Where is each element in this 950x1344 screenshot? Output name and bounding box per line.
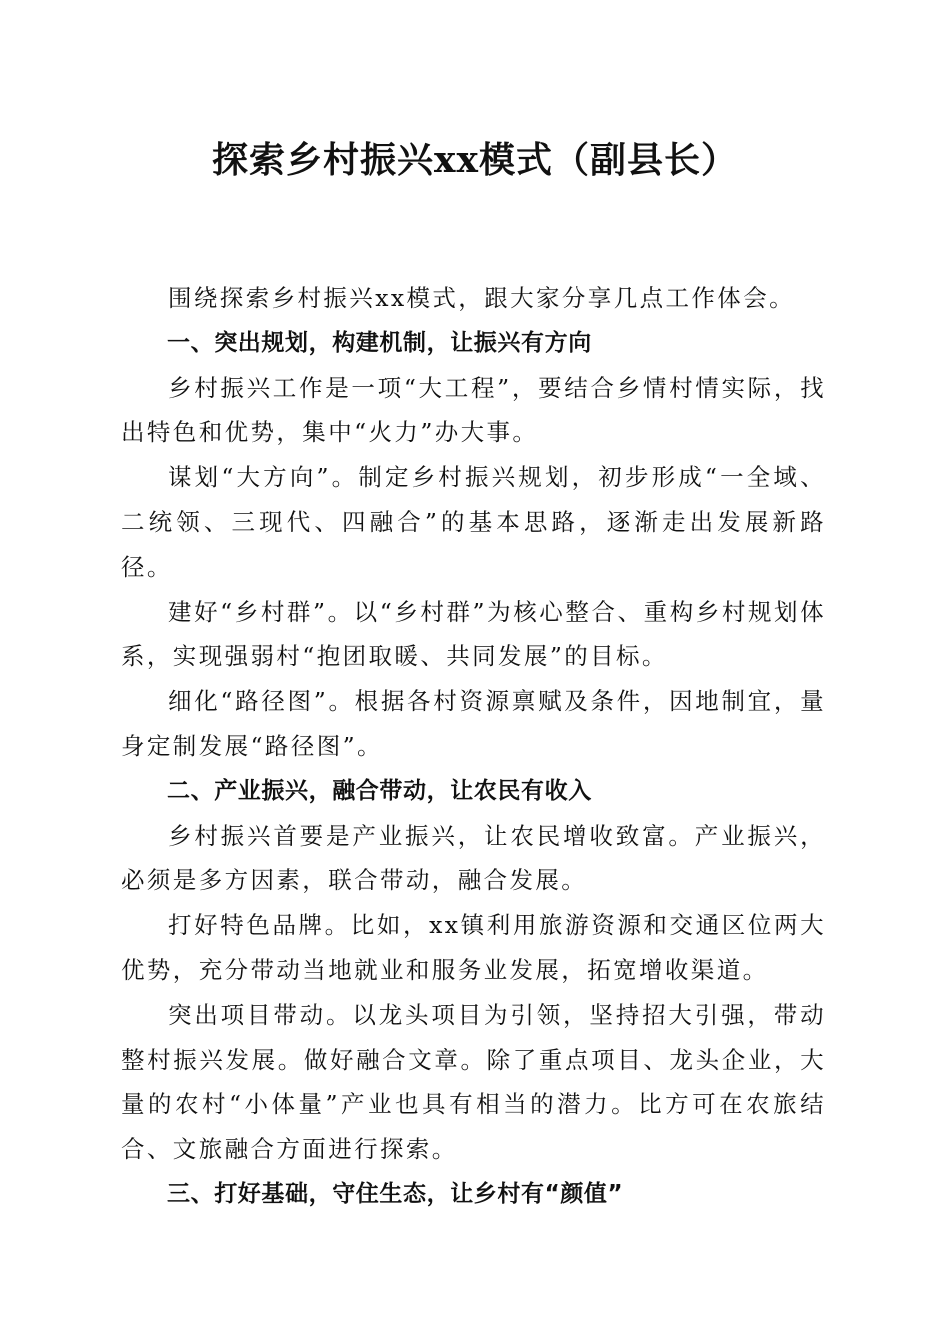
section-heading-1: 一、突出规划，构建机制，让振兴有方向 (167, 329, 592, 356)
document-title: 探索乡村振兴xx模式（副县长） (212, 139, 738, 181)
section-heading-3: 三、打好基础，守住生态，让乡村有“颜值” (167, 1180, 624, 1207)
body-paragraph: 建好“乡村群”。以“乡村群”为核心整合、重构乡村规划体系，实现强弱村“抱团取暖、共同发展”的目标。 (121, 597, 826, 671)
section-heading-2: 二、产业振兴，融合带动，让农民有收入 (167, 777, 592, 804)
body-paragraph: 乡村振兴首要是产业振兴，让农民增收致富。产业振兴，必须是多方因素，联合带动，融合发展。 (121, 821, 826, 895)
body-paragraph: 打好特色品牌。比如，xx镇利用旅游资源和交通区位两大优势，充分带动当地就业和服务业发展，拓宽增收渠道。 (121, 911, 826, 984)
body-paragraph: 细化“路径图”。根据各村资源禀赋及条件，因地制宜，量身定制发展“路径图”。 (121, 687, 826, 760)
intro-paragraph: 围绕探索乡村振兴xx模式，跟大家分享几点工作体会。 (168, 284, 796, 312)
body-paragraph: 突出项目带动。以龙头项目为引领，坚持招大引强，带动整村振兴发展。做好融合文章。除了重点项目、龙头企业，大量的农村“小体量”产业也具有相当的潜力。比方可在农旅结合、文旅融合方面进行探索。 (121, 1000, 826, 1164)
document-body (121, 276, 826, 1217)
body-paragraph: 谋划“大方向”。制定乡村振兴规划，初步形成“一全域、二统领、三现代、四融合”的基本思路，逐渐走出发展新路径。 (121, 463, 826, 581)
body-paragraph: 乡村振兴工作是一项“大工程”，要结合乡情村情实际，找出特色和优势，集中“火力”办大事。 (121, 373, 826, 447)
